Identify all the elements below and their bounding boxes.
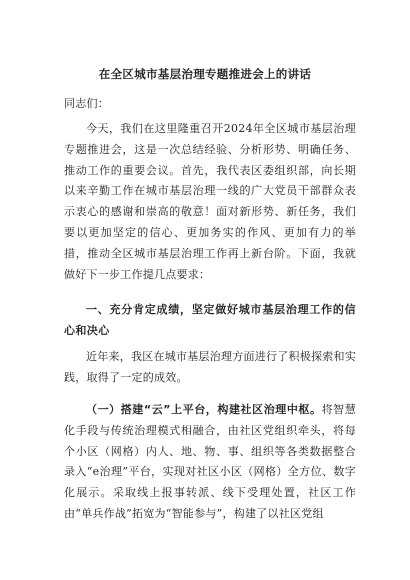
paragraph-platform-lead: （一）搭建“云”上平台，构建社区治理中枢。 xyxy=(86,403,322,416)
document-title: 在全区城市基层治理专题推进会上的讲话 xyxy=(98,67,312,81)
paragraph-achievements: 近年来，我区在城市基层治理方面进行了积极探索和实践，取得了一定的成效。 xyxy=(64,350,356,384)
paragraph-platform xyxy=(64,400,356,525)
paragraph-intro: 今天，我们在这里隆重召开2024年全区城市基层治理专题推进会，这是一次总结经验、分析形势、明确任务、推动工作的重要会议。首先，我代表区委组织部，向长期以来辛勤工作在城市基层治理一线的广大党员干部群众表示衷心的感谢和崇高的敬意！面对新形势、新任务，我们要以更加坚定的信心、更加务实的作风、更加有力的举措，推动全区城市基层治理工作再上新台阶。下面，我就做好下一步工作提几点要求： xyxy=(64,122,356,281)
section-heading-1: 一、充分肯定成绩，坚定做好城市基层治理工作的信心和决心 xyxy=(64,303,356,337)
salutation: 同志们： xyxy=(64,97,109,110)
paragraph-platform-body: 将智慧化手段与传统治理模式相融合，由社区党组织牵头，将每个小区（网格）内人、地、物、事、组织等各类数据整合录入“e治理”平台，实现对社区小区（网格）全方位、数字化展示。采取线上报事转派、线下受理处置，社区工作由“单兵作战”拓宽为“智能参与”，构建了以社区党组 xyxy=(64,403,356,520)
